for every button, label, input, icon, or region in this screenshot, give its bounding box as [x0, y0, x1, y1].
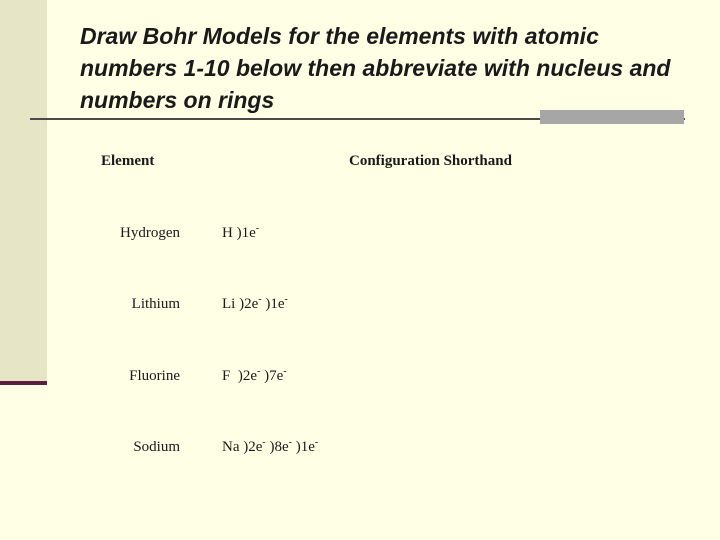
charge-superscript: - [314, 437, 319, 448]
config-hydrogen [222, 225, 259, 242]
charge-superscript: - [284, 294, 288, 305]
config-fluorine [222, 368, 287, 385]
charge-superscript: - [288, 437, 292, 448]
config-text: )8e [265, 439, 289, 455]
divider-accent-block [540, 110, 684, 124]
element-name-hydrogen: Hydrogen [120, 225, 180, 241]
config-text: F )2e [222, 368, 257, 384]
side-decoration-bar [0, 0, 47, 384]
config-text: Li )2e [222, 296, 259, 312]
charge-superscript: - [255, 223, 260, 234]
element-name-lithium: Lithium [131, 296, 180, 312]
slide-title [80, 20, 700, 116]
config-text: Na )2e [222, 439, 263, 455]
element-name-fluorine: Fluorine [129, 368, 180, 384]
title-line-3: numbers on rings [80, 87, 275, 113]
column-header-element: Element [101, 153, 155, 169]
title-line-2: numbers 1-10 below then abbreviate with nucleus and [80, 55, 671, 81]
config-text: H )1e [222, 225, 256, 241]
charge-superscript: - [257, 366, 261, 377]
config-text: )1e [261, 296, 285, 312]
config-sodium [222, 439, 318, 456]
charge-superscript: - [258, 294, 262, 305]
element-name-sodium: Sodium [133, 439, 180, 455]
config-text: )1e [292, 439, 315, 455]
config-text: )7e [260, 368, 284, 384]
config-lithium [222, 296, 288, 313]
column-header-configuration: Configuration Shorthand [349, 153, 512, 169]
charge-superscript: - [283, 366, 287, 377]
title-line-1: Draw Bohr Models for the elements with atomic [80, 23, 599, 49]
charge-superscript: - [262, 437, 266, 448]
